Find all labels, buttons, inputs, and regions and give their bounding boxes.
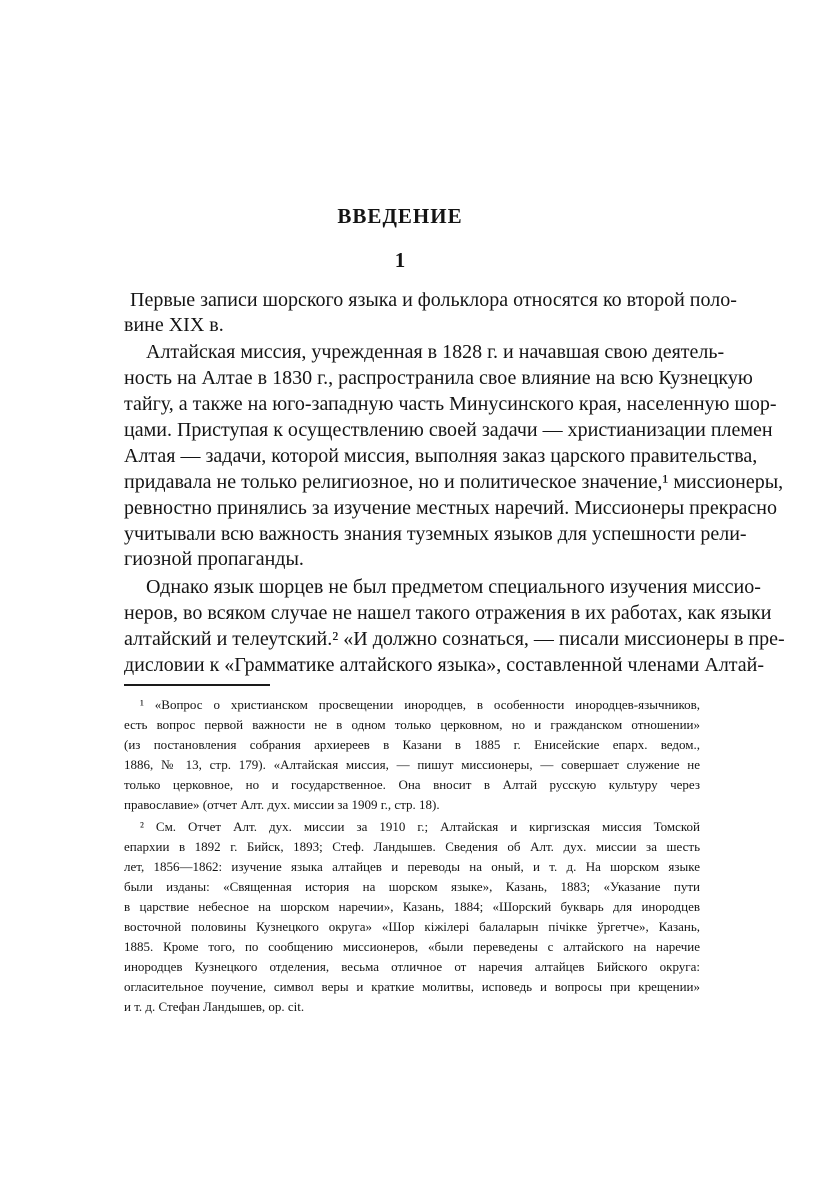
footnote-line: 1885. Кроме того, по сообщению миссионеров, «были переведены с алтайского на наречие (124, 939, 700, 954)
body-line: Алтая — задачи, которой миссия, выполняя заказ царского правительства, (124, 445, 758, 467)
footnote-line: огласительное поучение, символ веры и краткие молитвы, исповедь и вопросы при крещении» (124, 979, 700, 994)
footnote-line: есть вопрос первой важности не в одном только церковном, но и гражданском отношении» (124, 717, 700, 732)
body-line: Однако язык шорцев не был предметом специального изучения миссио- (146, 576, 761, 598)
footnote-line: в царствие небесное на шорском наречии», Казань, 1884; «Шорский букварь для инородцев (124, 899, 700, 914)
body-line: вине XIX в. (124, 314, 224, 336)
footnote-line: инородцев Кузнецкого отделения, весьма отличное от наречия алтайцев Бийского округа: (124, 959, 700, 974)
footnote-divider (124, 684, 270, 686)
footnote-line: ¹ «Вопрос о христианском просвещении инородцев, в особенности инородцев-язычников, (140, 697, 700, 712)
body-line: придавала не только религиозное, но и политическое значение,¹ миссионеры, (124, 471, 784, 493)
page-heading: ВВЕДЕНИЕ (337, 204, 463, 228)
footnote-line: ² См. Отчет Алт. дух. миссии за 1910 г.; Алтайская и киргизская миссия Томской (140, 819, 700, 834)
body-line: ревностно принялись за изучение местных наречий. Миссионеры прекрасно (124, 497, 777, 519)
body-line: гиозной пропаганды. (124, 548, 304, 570)
body-line: неров, во всяком случае не нашел такого отражения в их работах, как языки (124, 602, 772, 624)
footnote-line: лет, 1856—1862: изучение языка алтайцев и переводы на оный, и т. д. На шорском языке (124, 859, 700, 874)
body-line: тайгу, а также на юго-западную часть Минусинского края, населенную шор- (124, 393, 777, 415)
footnote-line: и т. д. Стефан Ландышев, op. cit. (124, 999, 305, 1014)
body-line: дисловии к «Грамматике алтайского языка», составленной членами Алтай- (124, 654, 765, 676)
section-number: 1 (394, 248, 406, 272)
footnote-line: восточной половины Кузнецкого округа» «Шор кіжілері балаларын пічікке ўргетче», Казань, (124, 919, 700, 934)
body-line: алтайский и телеутский.² «И должно сознаться, — писали миссионеры в пре- (124, 628, 785, 650)
body-line: цами. Приступая к осуществлению своей задачи — христианизации племен (124, 419, 773, 441)
footnote-line: православие» (отчет Алт. дух. миссии за 1909 г., стр. 18). (124, 797, 440, 812)
footnote-line: только церковное, но и государственное. Она вносит в Алтай русскую культуру через (124, 777, 700, 792)
body-line: Первые записи шорского языка и фольклора относятся ко второй поло- (130, 289, 737, 311)
footnote-line: были изданы: «Священная история на шорском языке», Казань, 1883; «Указание пути (124, 879, 700, 894)
body-line: учитывали всю важность знания туземных языков для успешности рели- (124, 523, 747, 545)
body-line: Алтайская миссия, учрежденная в 1828 г. и начавшая свою деятель- (146, 341, 725, 363)
footnote-line: (из постановления собрания архиереев в Казани в 1885 г. Енисейские епарх. ведом., (124, 737, 700, 752)
footnote-line: 1886, № 13, стр. 179). «Алтайская миссия, — пишут миссионеры, — совершает служение не (124, 757, 700, 772)
body-line: ность на Алтае в 1830 г., распространила свое влияние на всю Кузнецкую (124, 367, 753, 389)
footnote-line: епархии в 1892 г. Бийск, 1893; Стеф. Ландышев. Сведения об Алт. дух. миссии за шесть (124, 839, 700, 854)
